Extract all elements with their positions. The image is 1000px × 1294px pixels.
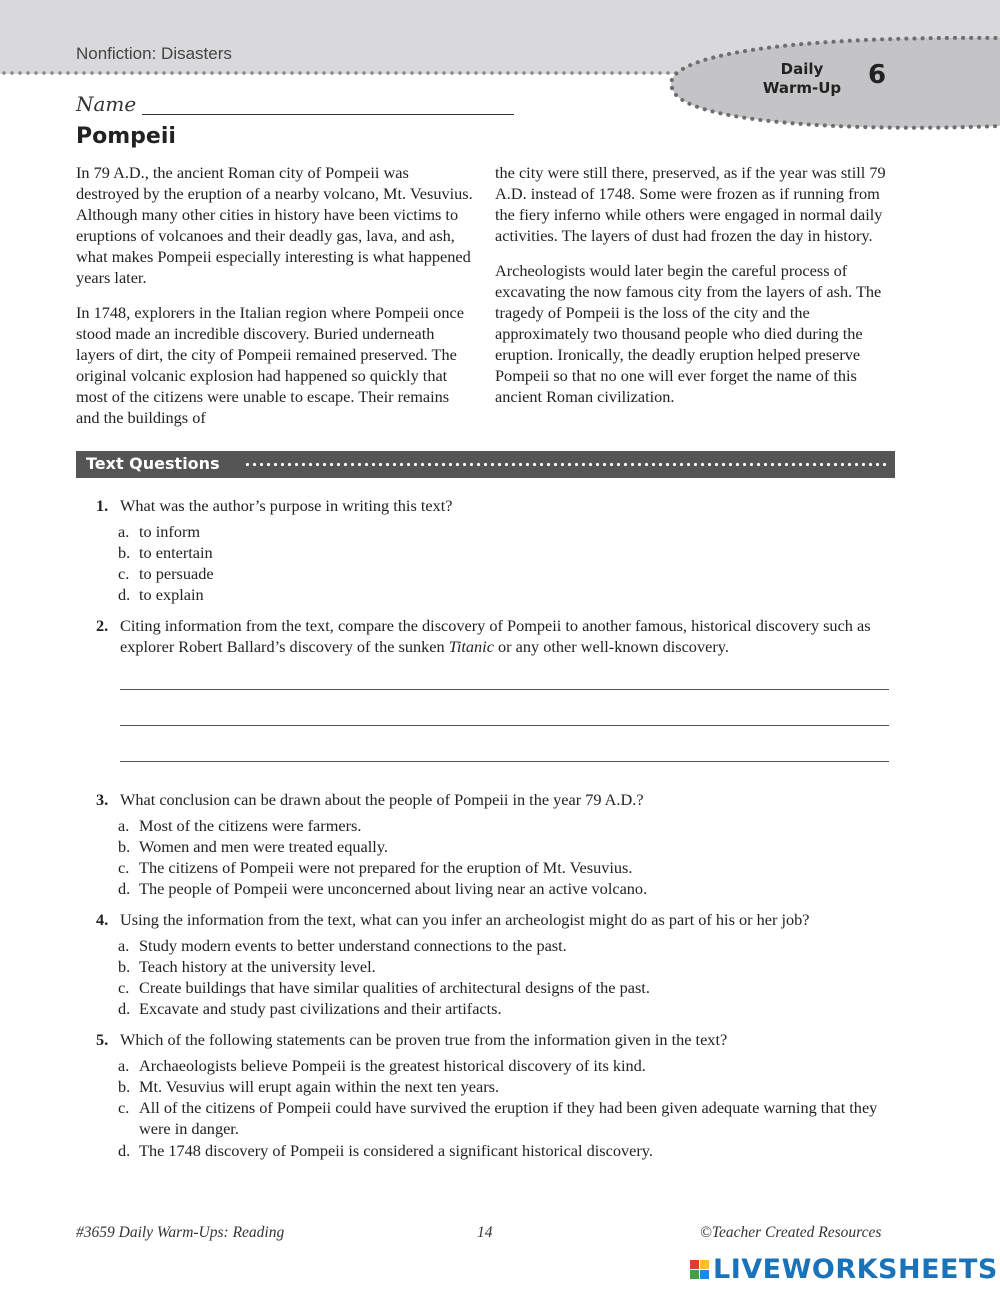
question-text-part: or any other well-known discovery. — [493, 637, 729, 656]
liveworksheets-blocks-icon — [690, 1260, 709, 1279]
option-text: Study modern events to better understand connections to the past. — [139, 936, 567, 955]
option-text: Create buildings that have similar qualities of architectural designs of the past. — [139, 978, 650, 997]
question-number: 2. — [96, 616, 109, 635]
name-label: Name — [76, 92, 137, 116]
question-text: Using the information from the text, what can you infer an archeologist might do as part of his or her job? — [120, 910, 810, 929]
option-letter: d. — [118, 999, 131, 1018]
option-text: The citizens of Pompeii were not prepared for the eruption of Mt. Vesuvius. — [139, 858, 633, 877]
question-number: 5. — [96, 1030, 109, 1049]
option-letter: a. — [118, 522, 130, 541]
option-letter: d. — [118, 1141, 131, 1160]
option-text: Teach history at the university level. — [139, 957, 376, 976]
option-letter: c. — [118, 858, 130, 877]
footer-page-number: 14 — [477, 1224, 493, 1241]
option-text: The people of Pompeii were unconcerned about living near an active volcano. — [139, 879, 648, 898]
option-letter: b. — [118, 957, 131, 976]
question-number: 3. — [96, 790, 109, 809]
option-text: All of the citizens of Pompeii could have survived the eruption if they had been given adequate warning that they were in danger. — [139, 1098, 878, 1138]
question-text: What conclusion can be drawn about the people of Pompeii in the year 79 A.D.? — [120, 790, 644, 809]
questions-header-dots — [244, 462, 889, 467]
option-text: Women and men were treated equally. — [139, 837, 388, 856]
answer-line[interactable] — [120, 725, 889, 726]
question-number: 4. — [96, 910, 109, 929]
question-text: What was the author’s purpose in writing this text? — [120, 496, 453, 515]
option-letter: b. — [118, 837, 131, 856]
name-input-line[interactable] — [142, 114, 514, 115]
questions-header-label: Text Questions — [86, 454, 220, 473]
questions-header-bar — [76, 451, 895, 478]
option-text: Most of the citizens were farmers. — [139, 816, 362, 835]
badge-label — [752, 60, 852, 98]
option-letter: a. — [118, 936, 130, 955]
answer-line[interactable] — [120, 689, 889, 690]
option-letter: b. — [118, 543, 131, 562]
option-text: to persuade — [139, 564, 214, 583]
option-text: to explain — [139, 585, 204, 604]
option-letter: a. — [118, 816, 130, 835]
question-text-part: Citing information from the text, compare the discovery of Pompeii to another famous, historical discovery such as explorer Robert Ballard’s discovery of the sunken — [120, 616, 871, 656]
passage-paragraph: In 79 A.D., the ancient Roman city of Pompeii was destroyed by the eruption of a nearby volcano, Mt. Vesuvius. Although many other cities in history have been victims to eruptions of volcanoes and their deadly gas, lava, and ash, what makes Pompeii especially interesting is what happened years later. — [76, 163, 473, 287]
option-letter: d. — [118, 879, 131, 898]
question-number: 1. — [96, 496, 109, 515]
question-text — [120, 615, 895, 657]
answer-line[interactable] — [120, 761, 889, 762]
badge-line-1: Daily — [780, 60, 824, 78]
footer-publisher: ©Teacher Created Resources — [700, 1224, 882, 1241]
passage-paragraph: the city were still there, preserved, as if the year was still 79 A.D. instead of 1748. Some were frozen as if running from the fiery inferno while others were engaged in normal daily activities. The layers of dust had frozen the day in history. — [495, 163, 886, 245]
passage-paragraph: In 1748, explorers in the Italian region where Pompeii once stood made an incredible discovery. Buried underneath layers of dirt, the city of Pompeii remained preserved. The original volcanic explosion had happened so quickly that most of the citizens were unable to escape. Their remains and the buildings of — [76, 303, 464, 427]
option-text: Mt. Vesuvius will erupt again within the next ten years. — [139, 1077, 500, 1096]
option-letter: d. — [118, 585, 131, 604]
liveworksheets-wordmark: LIVEWORKSHEETS — [713, 1253, 998, 1285]
option-text: The 1748 discovery of Pompeii is considered a significant historical discovery. — [139, 1141, 653, 1160]
option-text: Archaeologists believe Pompeii is the greatest historical discovery of its kind. — [139, 1056, 646, 1075]
question-text-italic: Titanic — [448, 637, 494, 656]
passage-left-column — [76, 162, 476, 442]
passage-paragraph: Archeologists would later begin the careful process of excavating the now famous city from the layers of ash. The tragedy of Pompeii is the loss of the city and the approximately two thousand people who died during the eruption. Ironically, the deadly eruption helped preserve Pompeii so that no one will ever forget the name of this ancient Roman civilization. — [495, 261, 882, 406]
option-letter: c. — [118, 1098, 130, 1117]
option-text: to inform — [139, 522, 201, 541]
option-text: Excavate and study past civilizations and their artifacts. — [139, 999, 502, 1018]
option-letter: c. — [118, 564, 130, 583]
liveworksheets-logo — [690, 1252, 998, 1286]
option-text: to entertain — [139, 543, 213, 562]
option-letter: b. — [118, 1077, 131, 1096]
passage-right-column — [495, 162, 895, 421]
passage-title: Pompeii — [76, 124, 176, 149]
option-letter: a. — [118, 1056, 130, 1075]
footer-book-title: #3659 Daily Warm-Ups: Reading — [76, 1224, 285, 1241]
option-letter: c. — [118, 978, 130, 997]
badge-number: 6 — [868, 60, 887, 90]
header-dotted-rule — [0, 70, 690, 76]
badge-line-2: Warm-Up — [762, 79, 842, 97]
question-text: Which of the following statements can be proven true from the information given in the text? — [120, 1030, 728, 1049]
section-label: Nonfiction: Disasters — [76, 44, 232, 63]
